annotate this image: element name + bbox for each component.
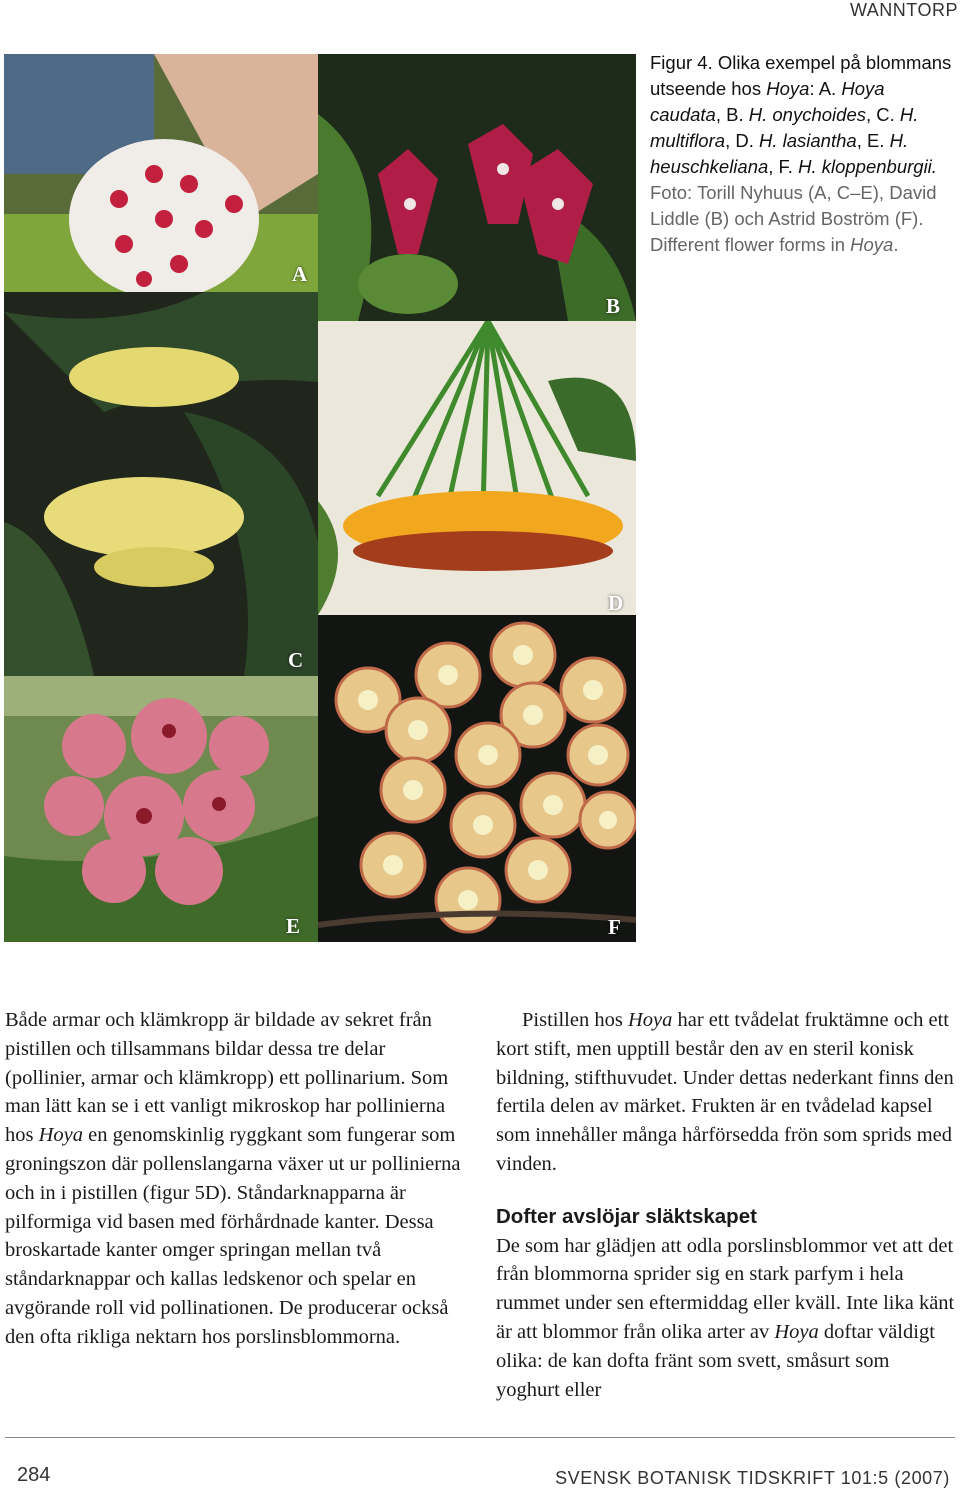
panel-label-c: C: [288, 648, 304, 672]
caption-credits-english: Foto: Torill Nyhuus (A, C–E), David Liddle (B) och Astrid Boström (F). Different flower forms in Hoya.: [650, 182, 937, 255]
figure-caption: [650, 50, 956, 258]
photo-d-hoya-lasiantha: [318, 321, 636, 615]
paragraph-scents: De som har glädjen att odla porslinsblommor vet att det från blommorna sprider sig en stark parfym i hela rummet under sen eftermiddag eller kväll. Inte lika känt är att blommor från olika arter av Hoya doftar väldigt olika: de kan dofta fränt som svett, småsurt som yoghurt eller: [496, 1234, 955, 1401]
paragraph-pistil: Pistillen hos Hoya har ett tvådelat fruktämne och ett kort stift, men upptill består den av en steril konisk bildning, stifthuvudet. Under dettas nederkant finns den fertila delen av märket. Frukten är en tvådelad kapsel som innehåller många hårförsedda frön som sprids med vinden.: [496, 1009, 954, 1175]
journal-name: SVENSK BOTANISK TIDSKRIFT 101:5 (2007): [555, 1468, 950, 1488]
italic-run: Hoya: [38, 1124, 84, 1147]
section-heading: Dofter avslöjar släktskapet: [496, 1204, 757, 1228]
photo-f-hoya-kloppenburgii: [318, 615, 636, 942]
paragraph-pollinarium: Både armar och klämkropp är bildade av sekret från pistillen och tillsammans bildar dessa tre delar (pollinier, armar och klämkropp) ett pollinarium. Som man lätt kan se i ett vanligt mikroskop har pollinierna hos Hoya en genomskinlig ryggkant som fungerar som groningszon där pollenslangarna växer ut ur pollinierna och in i pistillen (figur 5D). Ståndarknapparna är pilformiga vid basen med förhårdnade kanter. Dessa broskartade kanter omger springan mellan två ståndarknappar och kallas ledskenor och spelar en avgörande roll vid pollinationen. De producerar också den ofta rikliga nektarn hos porslinsblommorna.: [5, 1009, 461, 1348]
body-column-right: [496, 1006, 956, 1404]
page-number: 284: [17, 1464, 51, 1486]
panel-label-f: F: [608, 915, 621, 939]
italic-run: H. lasiantha: [758, 130, 857, 151]
body-column-left: [5, 1006, 463, 1352]
running-head: WANNTORP: [849, 0, 958, 20]
panel-label-a: A: [292, 262, 308, 286]
italic-run: H. heuschkeliana: [650, 130, 909, 177]
italic-run: Hoya: [850, 234, 894, 255]
italic-run: Hoya caudata: [650, 78, 885, 125]
panel-label-b: B: [606, 294, 621, 318]
photo-a-hoya-caudata: [4, 54, 318, 292]
panel-label-d: D: [608, 591, 624, 615]
panel-label-e: E: [286, 914, 301, 938]
italic-run: Hoya: [766, 78, 810, 99]
italic-run: Hoya: [774, 1320, 819, 1343]
italic-run: Hoya: [627, 1009, 673, 1031]
photo-e-hoya-heuschkeliana: [4, 676, 318, 942]
italic-run: H. multiflora: [650, 104, 919, 151]
footer-rule: [5, 1437, 955, 1438]
italic-run: H. onychoides: [748, 104, 866, 125]
caption-swedish: Figur 4. Olika exempel på blommans utseende hos Hoya: A. Hoya caudata, B. H. onychoides, C. H. multiflora, D. H. lasiantha, E. H. heuschkeliana, F. H. kloppenburgii.: [650, 52, 952, 177]
photo-b-hoya-onychoides: [318, 54, 636, 321]
italic-run: H. kloppenburgii.: [798, 156, 937, 177]
photo-c-hoya-multiflora: [4, 292, 318, 676]
